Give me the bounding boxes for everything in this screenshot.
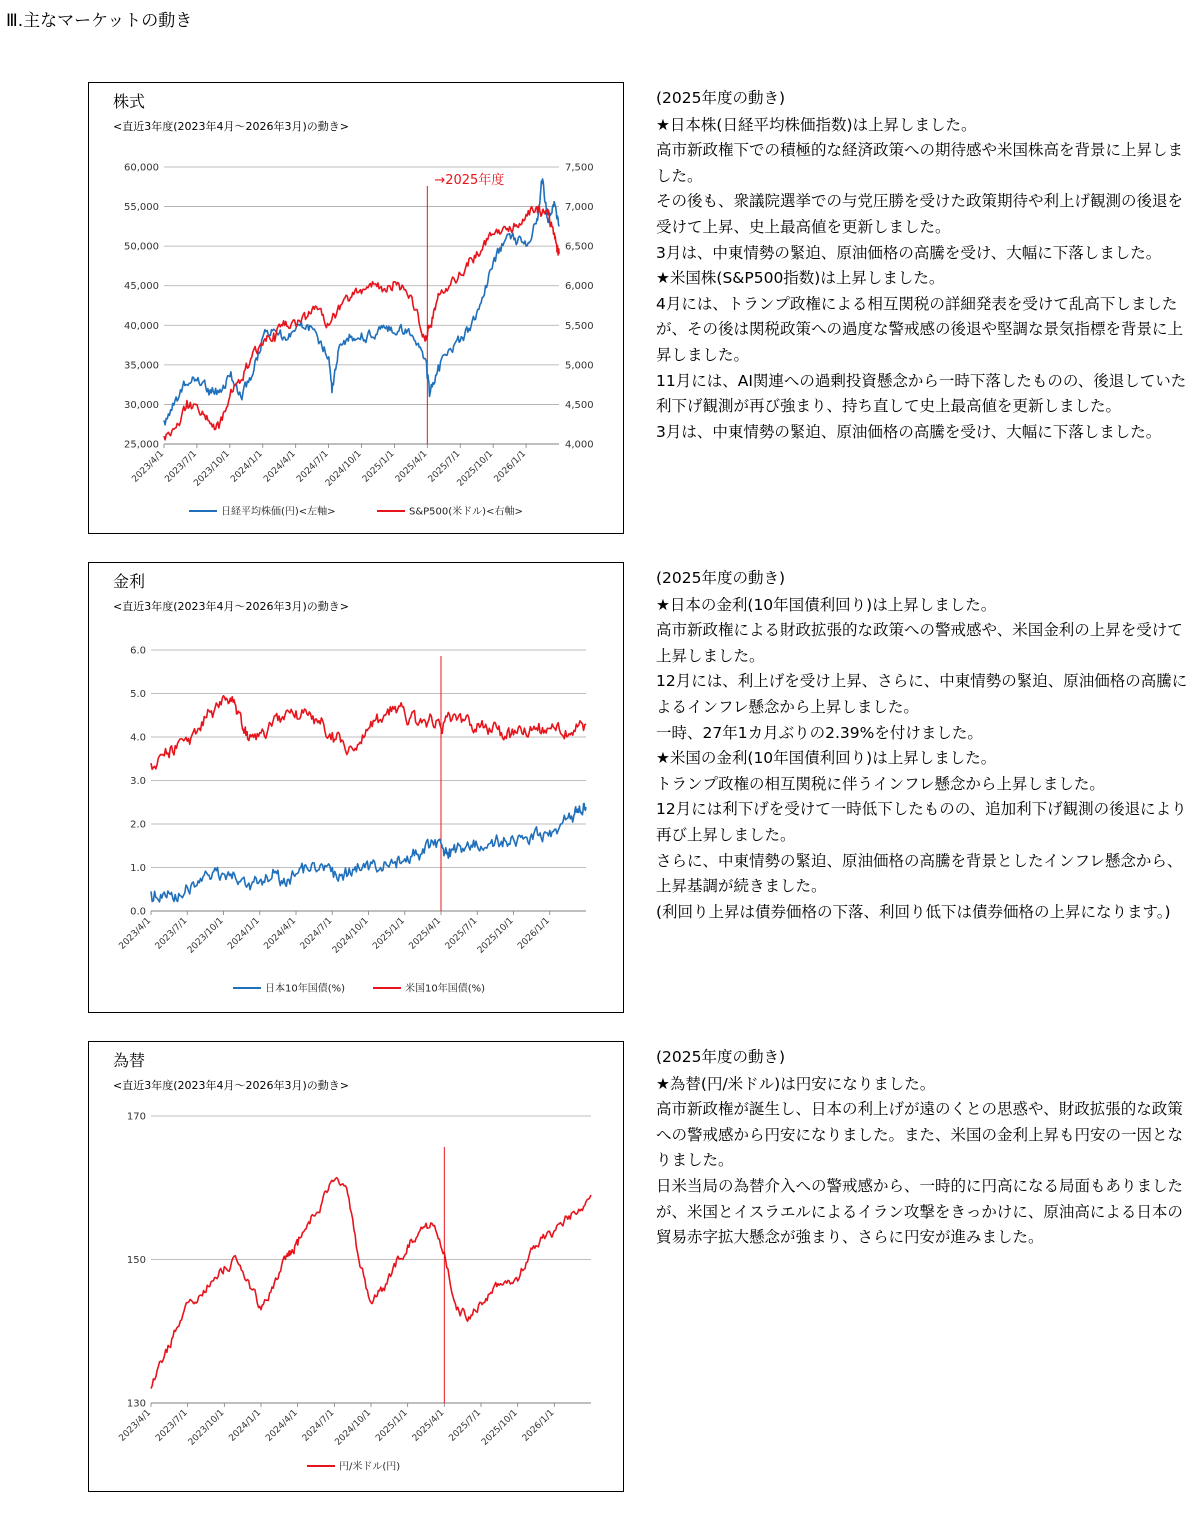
x-tick-label: 2026/1/1 xyxy=(520,1408,557,1444)
x-tick-label: 2025/10/1 xyxy=(475,916,516,956)
series-line xyxy=(151,804,586,902)
y-tick-label: 130 xyxy=(126,1398,146,1410)
x-tick-label: 2025/10/1 xyxy=(480,1408,520,1448)
series-line xyxy=(151,696,586,770)
rates-desc-paragraph: 12月には利下げを受けて一時低下したものの、追加利下げ観測の後退により再び上昇しました。 xyxy=(656,800,1187,844)
y-tick-label: 40,000 xyxy=(124,320,159,332)
y-right-tick-label: 6,500 xyxy=(565,241,594,253)
y-tick-label: 4.0 xyxy=(130,732,146,744)
x-tick-label: 2024/7/1 xyxy=(298,916,335,952)
rates-chart-title: 金利 xyxy=(113,572,146,591)
x-tick-label: 2024/7/1 xyxy=(300,1408,337,1444)
stocks-desc-paragraph: 4月には、トランプ政権による相互関税の詳細発表を受けて乱高下しましたが、その後は関税政策への過度な警戒感の後退や堅調な景気指標を背景に上昇しました。 xyxy=(656,294,1184,364)
fx-desc-paragraph: 高市新政権が誕生し、日本の利上げが遠のくとの思惑や、財政拡張的な政策への警戒感から円安になりました。また、米国の金利上昇も円安の一因となりました。 xyxy=(656,1100,1184,1170)
x-tick-label: 2023/7/1 xyxy=(154,1408,190,1444)
x-tick-label: 2024/4/1 xyxy=(262,449,298,485)
y-tick-label: 3.0 xyxy=(130,776,146,787)
stocks-desc-paragraph: ★米国株(S&P500指数)は上昇しました。 xyxy=(656,269,945,288)
x-tick-label: 2024/10/1 xyxy=(323,449,364,489)
rates-chart-subtitle: <直近3年度(2023年4月〜2026年3月)の動き> xyxy=(113,600,349,613)
y-tick-label: 50,000 xyxy=(124,241,159,253)
y-tick-label: 150 xyxy=(126,1255,146,1266)
fx-desc-paragraph: 日米当局の為替介入への警戒感から、一時的に円高になる局面もありましたが、米国とイスラエルによるイラン攻撃をきっかけに、原油高による日本の貿易赤字拡大懸念が強まり、さらに円安が進みました。 xyxy=(656,1176,1184,1247)
fx-desc-head: (2025年度の動き) xyxy=(656,1048,786,1066)
y-tick-label: 35,000 xyxy=(124,360,159,372)
y-right-tick-label: 6,000 xyxy=(565,281,594,293)
y-right-tick-label: 7,500 xyxy=(565,162,594,174)
rates-desc-paragraph: トランプ政権の相互関税に伴うインフレ懸念から上昇しました。 xyxy=(656,774,1105,793)
x-tick-label: 2023/10/1 xyxy=(186,1408,227,1448)
legend-entry: 円/米ドル(円) xyxy=(339,1461,401,1473)
x-tick-label: 2024/10/1 xyxy=(333,1408,374,1448)
rates-desc-head: (2025年度の動き) xyxy=(656,569,786,587)
y-right-tick-label: 4,000 xyxy=(565,439,594,451)
x-tick-label: 2025/1/1 xyxy=(360,449,397,485)
y-tick-label: 55,000 xyxy=(124,202,159,214)
stocks-desc-paragraph: 11月には、AI関連への過剰投資懸念から一時下落したものの、後退していた利下げ観測が再び強まり、持ち直して史上最高値を更新しました。 xyxy=(656,371,1187,416)
fx-chart-subtitle: <直近3年度(2023年4月〜2026年3月)の動き> xyxy=(113,1079,349,1092)
x-tick-label: 2026/1/1 xyxy=(516,916,552,952)
rates-chart xyxy=(89,563,625,1014)
fiscal-2025-annotation: →2025年度 xyxy=(434,173,505,188)
stocks-desc-paragraph: ★日本株(日経平均株価指数)は上昇しました。 xyxy=(656,115,977,134)
x-tick-label: 2023/7/1 xyxy=(163,449,200,485)
stocks-desc-head: (2025年度の動き) xyxy=(656,89,786,107)
y-tick-label: 25,000 xyxy=(124,439,159,451)
rates-description xyxy=(656,566,1194,925)
y-tick-label: 0.0 xyxy=(130,906,146,918)
legend-entry: S&P500(米ドル)<右軸> xyxy=(409,506,523,518)
x-tick-label: 2026/1/1 xyxy=(492,449,529,485)
x-tick-label: 2024/10/1 xyxy=(330,916,371,956)
series-line xyxy=(151,1178,591,1389)
x-tick-label: 2025/1/1 xyxy=(374,1408,410,1444)
stocks-chart-subtitle: <直近3年度(2023年4月〜2026年3月)の動き> xyxy=(113,120,349,133)
y-tick-label: 170 xyxy=(126,1111,146,1123)
x-tick-label: 2025/1/1 xyxy=(371,916,407,952)
y-tick-label: 60,000 xyxy=(124,162,159,174)
x-tick-label: 2024/4/1 xyxy=(264,1408,300,1444)
stocks-chart-title: 株式 xyxy=(113,92,146,111)
page-title: Ⅲ.主なマーケットの動き xyxy=(6,11,193,31)
rates-desc-paragraph: さらに、中東情勢の緊迫、原油価格の高騰を背景としたインフレ懸念から、上昇基調が続きました。 xyxy=(656,851,1183,896)
x-tick-label: 2025/4/1 xyxy=(410,1408,447,1444)
series-line xyxy=(164,179,559,425)
stocks-desc-paragraph: 高市新政権下での積極的な経済政策への期待感や米国株高を背景に上昇しました。 xyxy=(656,141,1184,185)
y-tick-label: 30,000 xyxy=(124,399,159,411)
x-tick-label: 2025/4/1 xyxy=(393,449,430,485)
x-tick-label: 2023/4/1 xyxy=(117,1408,154,1444)
x-tick-label: 2024/7/1 xyxy=(295,449,331,485)
fx-chart-panel xyxy=(88,1041,624,1492)
stocks-desc-paragraph: 3月は、中東情勢の緊迫、原油価格の高騰を受け、大幅に下落しました。 xyxy=(656,422,1162,441)
x-tick-label: 2024/4/1 xyxy=(262,916,299,952)
y-tick-label: 2.0 xyxy=(130,819,146,831)
y-tick-label: 5.0 xyxy=(130,689,146,700)
rates-desc-paragraph: 一時、27年1カ月ぶりの2.39%を付けました。 xyxy=(656,723,983,742)
y-tick-label: 6.0 xyxy=(130,645,146,657)
x-tick-label: 2024/1/1 xyxy=(226,916,262,952)
rates-chart-panel xyxy=(88,562,624,1013)
x-tick-label: 2023/7/1 xyxy=(153,916,190,952)
rates-desc-paragraph: 12月には、利上げを受け上昇、さらに、中東情勢の緊迫、原油価格の高騰によるインフレ懸念から上昇しました。 xyxy=(656,672,1188,716)
y-right-tick-label: 5,500 xyxy=(565,320,594,332)
legend-entry: 米国10年国債(%) xyxy=(405,983,486,995)
stocks-chart xyxy=(89,83,625,535)
y-right-tick-label: 7,000 xyxy=(565,202,594,214)
rates-desc-paragraph: ★米国の金利(10年国債利回り)は上昇しました。 xyxy=(656,749,997,768)
x-tick-label: 2023/10/1 xyxy=(192,449,232,489)
stocks-desc-paragraph: 3月は、中東情勢の緊迫、原油価格の高騰を受け、大幅に下落しました。 xyxy=(656,243,1162,262)
fx-description xyxy=(656,1045,1194,1251)
x-tick-label: 2025/7/1 xyxy=(426,449,463,485)
fx-desc-paragraph: ★為替(円/米ドル)は円安になりました。 xyxy=(656,1074,936,1093)
rates-desc-paragraph: (利回り上昇は債券価格の下落、利回り低下は債券価格の上昇になります。) xyxy=(656,902,1171,921)
x-tick-label: 2024/1/1 xyxy=(229,449,265,485)
x-tick-label: 2023/10/1 xyxy=(185,916,226,956)
x-tick-label: 2025/10/1 xyxy=(455,449,496,489)
y-tick-label: 45,000 xyxy=(124,281,159,293)
x-tick-label: 2025/7/1 xyxy=(443,916,480,952)
rates-desc-paragraph: ★日本の金利(10年国債利回り)は上昇しました。 xyxy=(656,595,997,614)
x-tick-label: 2023/4/1 xyxy=(117,916,154,952)
rates-desc-paragraph: 高市新政権による財政拡張的な政策への警戒感や、米国金利の上昇を受けて上昇しました。 xyxy=(656,621,1183,665)
fx-chart-title: 為替 xyxy=(113,1051,146,1070)
stocks-description xyxy=(656,86,1194,445)
y-right-tick-label: 4,500 xyxy=(565,399,594,411)
fx-chart xyxy=(89,1042,625,1493)
y-tick-label: 1.0 xyxy=(130,863,146,874)
x-tick-label: 2025/4/1 xyxy=(407,916,444,952)
y-right-tick-label: 5,000 xyxy=(565,360,594,372)
legend-entry: 日本10年国債(%) xyxy=(265,983,346,995)
x-tick-label: 2023/4/1 xyxy=(130,449,167,485)
x-tick-label: 2025/7/1 xyxy=(447,1408,484,1444)
stocks-chart-panel xyxy=(88,82,624,534)
legend-entry: 日経平均株価(円)<左軸> xyxy=(221,506,336,518)
stocks-desc-paragraph: その後も、衆議院選挙での与党圧勝を受けた政策期待や利上げ観測の後退を受けて上昇、史上最高値を更新しました。 xyxy=(656,192,1184,236)
x-tick-label: 2024/1/1 xyxy=(227,1408,264,1444)
